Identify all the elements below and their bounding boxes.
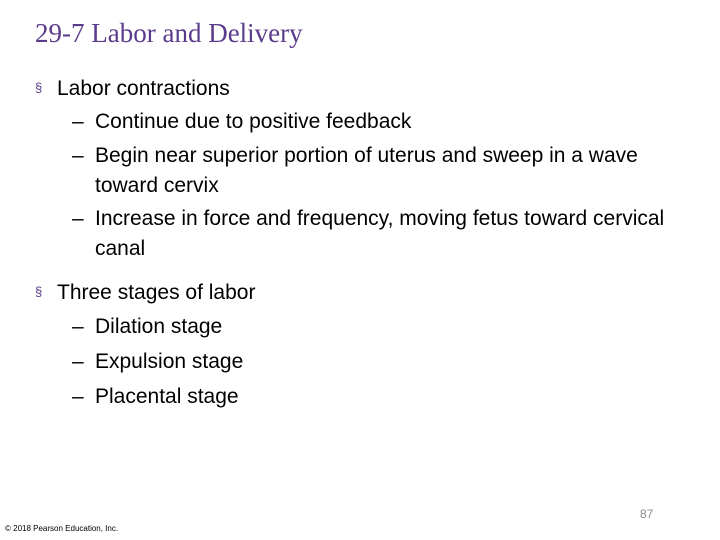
dash-bullet-icon: – xyxy=(72,207,84,230)
dash-bullet-icon: – xyxy=(72,315,84,338)
sub-bullet-text: Continue due to positive feedback xyxy=(95,110,412,133)
square-bullet-icon: § xyxy=(35,80,43,95)
square-bullet-icon: § xyxy=(35,284,43,299)
sub-bullet-item xyxy=(72,141,662,201)
sub-bullet-item xyxy=(72,347,672,377)
dash-bullet-icon: – xyxy=(72,144,84,167)
sub-bullet-text: Dilation stage xyxy=(95,315,223,338)
dash-bullet-icon: – xyxy=(72,385,84,408)
sub-bullet-text: Increase in force and frequency, moving fetus toward cervical canal xyxy=(95,207,665,260)
copyright-notice: © 2018 Pearson Education, Inc. xyxy=(5,524,119,533)
bullet-item-labor-contractions xyxy=(35,73,230,104)
sub-bullet-text: Expulsion stage xyxy=(95,350,244,373)
sub-bullet-item xyxy=(72,382,672,412)
page-number: 87 xyxy=(640,507,654,521)
sub-bullet-item xyxy=(72,312,672,342)
bullet-label: Three stages of labor xyxy=(57,281,256,304)
sub-bullet-text: Begin near superior portion of uterus and sweep in a wave toward cervix xyxy=(95,144,638,197)
bullet-label: Labor contractions xyxy=(57,77,230,100)
sub-bullet-text: Placental stage xyxy=(95,385,239,408)
sub-bullet-item xyxy=(72,107,672,137)
sub-bullet-item xyxy=(72,204,672,264)
dash-bullet-icon: – xyxy=(72,110,84,133)
slide-title: 29-7 Labor and Delivery xyxy=(35,18,303,48)
bullet-item-three-stages xyxy=(35,277,255,308)
dash-bullet-icon: – xyxy=(72,350,84,373)
